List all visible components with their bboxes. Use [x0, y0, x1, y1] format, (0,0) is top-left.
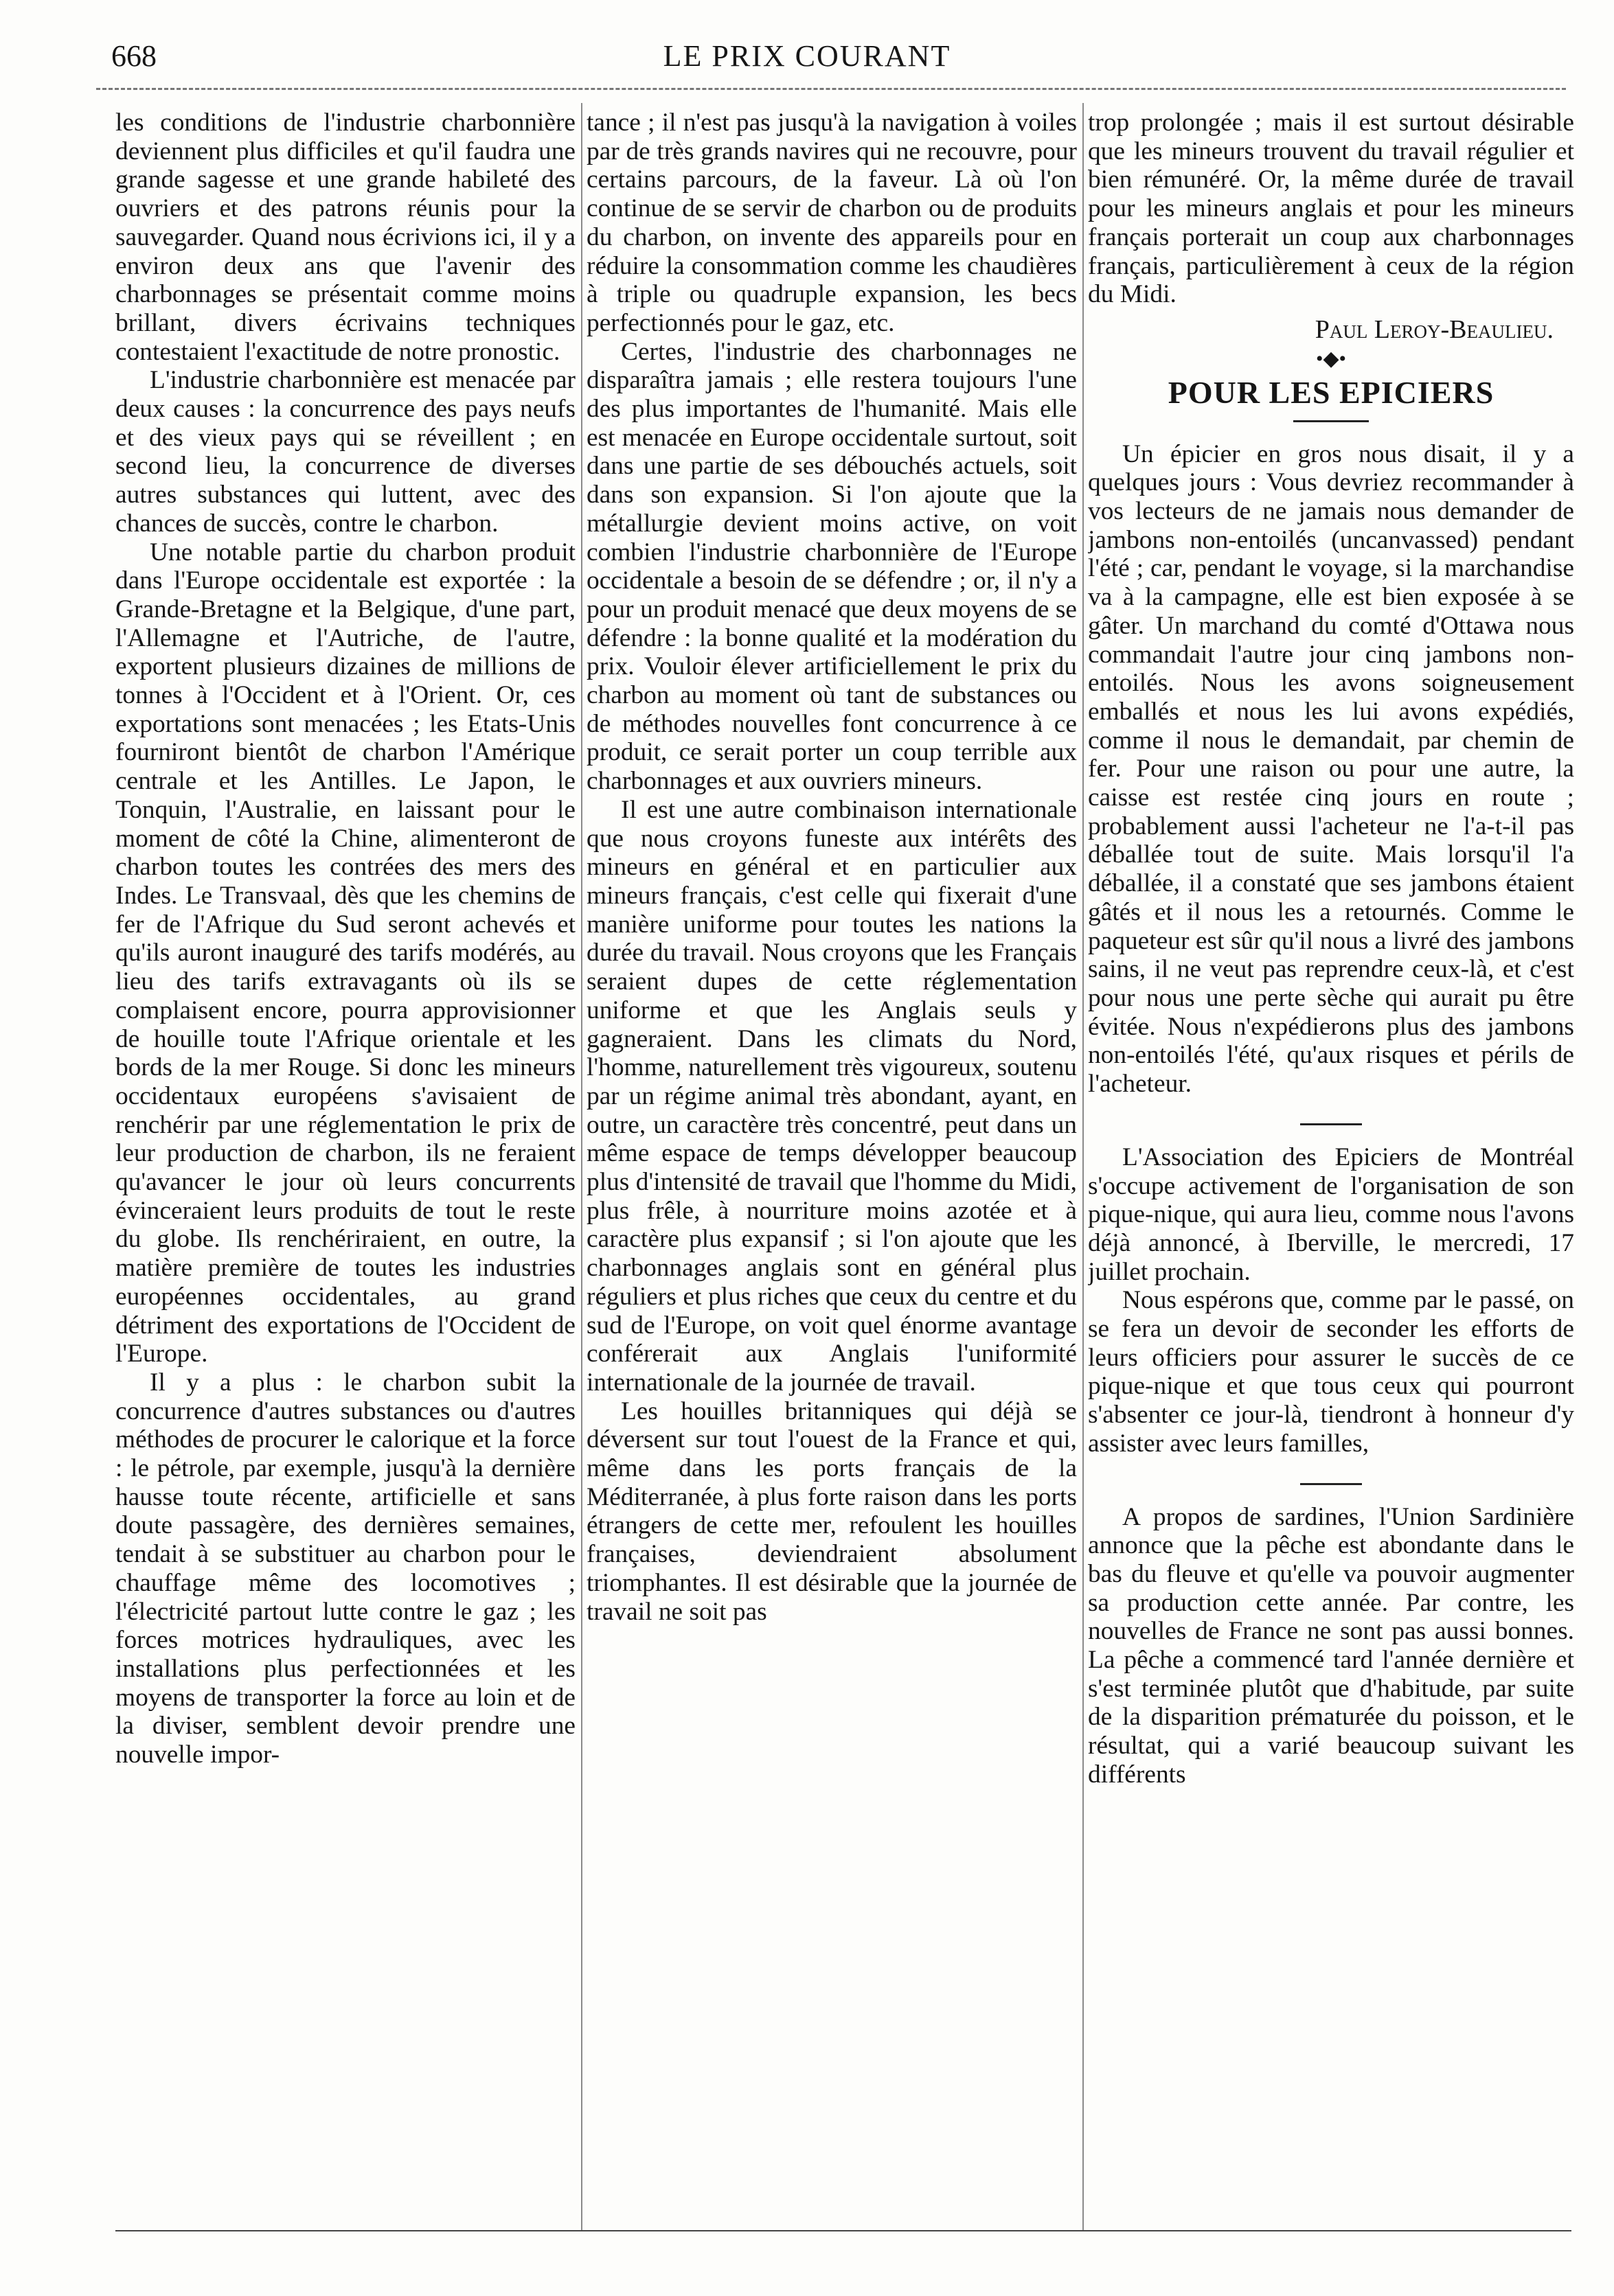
article-paragraph: tance ; il n'est pas jusqu'à la navigation à voiles par de très grands navires qui ne recouvre, pour certains parcours, de la faveur. Là où l'on continue de se servir de charbon ou de produits du charbon, on invente des appareils pour en réduire la consommation comme les chaudières à triple ou quadruple expansion, les becs perfectionnés pour le gaz, etc.	[587, 108, 1077, 337]
ornament-divider: •◆•	[1315, 347, 1347, 370]
column-divider	[1082, 103, 1084, 2231]
article-paragraph: Les houilles britanniques qui déjà se déversent sur tout l'ouest de la France et qui, même dans les ports français de la Méditerranée, à plus forte raison dans les ports étrangers de cette mer, refoulent les houilles françaises, deviendraient absolument triomphantes. Il est désirable que la journée de travail ne soit pas	[587, 1397, 1077, 1626]
article-paragraph: Il est une autre combinaison internationale que nous croyons funeste aux intérêts des mineurs en général et en particulier aux mineurs français, c'est celle qui fixerait d'une manière uniforme pour toutes les nations la durée du travail. Nous croyons que les Français seraient dupes de cette réglementation uniforme et que les Anglais seuls y gagneraient. Dans les climats du Nord, l'homme, naturellement très vigoureux, soutenu par un régime animal très abondant, ayant, en outre, un caractère très concentré, peut dans un même espace de temps développer beaucoup plus d'intensité de travail que l'homme du Midi, plus frêle, à nourriture moins azotée et à caractère plus expansif ; si l'on ajoute que les charbonnages anglais sont en général plus réguliers et plus riches que ceux du centre et du sud de l'Europe, on voit quel énorme avantage conférerait aux Anglais l'uniformité internationale de la journée de travail.	[587, 795, 1077, 1397]
header-rule	[96, 88, 1566, 90]
column-divider	[581, 103, 582, 2231]
section-separator	[1300, 1123, 1362, 1125]
author-signature: Paul Leroy-Beaulieu.	[1315, 314, 1554, 344]
article-paragraph: Une notable partie du charbon produit dans l'Europe occidentale est exportée : la Grande-Bretagne et la Belgique, d'une part, l'Allemagne et l'Autriche, de l'autre, exportent plusieurs dizaines de millions de tonnes à l'Occident et à l'Orient. Or, ces exportations sont menacées ; les Etats-Unis fourniront bientôt de charbon l'Amérique centrale et les Antilles. Le Japon, le Tonquin, l'Australie, en laissant pour le moment de côté la Chine, alimenteront de charbon toutes les contrées des mers des Indes. Le Transvaal, dès que les chemins de fer de l'Afrique du Sud seront achevés et qu'ils auront inauguré des tarifs modérés, au lieu des tarifs extravagants où ils se complaisent encore, pourra approvisionner de houille toute l'Afrique orientale et les bords de la mer Rouge. Si donc les mineurs occidentaux européens s'avisaient de renchérir par une réglementation le prix de leur production de charbon, ils ne feraient qu'avancer le jour où leurs concurrents évinceraient leurs produits de tout le reste du globe. Ils renchériraient, en outre, la matière première de toutes les industries européennes occidentales, au grand détriment des exportations de l'Occident de l'Europe.	[115, 538, 576, 1368]
article-paragraph: les conditions de l'industrie charbonnière deviennent plus difficiles et qu'il faudra une grande sagesse et une grande habileté des ouvriers et des patrons réunis pour la sauvegarder. Quand nous écrivions ici, il y a environ deux ans que l'avenir des charbonnages se présentait comme moins brillant, divers écrivains techniques contestaient l'exactitude de notre pronostic.	[115, 108, 576, 366]
article-paragraph: Nous espérons que, comme par le passé, on se fera un devoir de seconder les efforts de leurs officiers pour assurer le succès de ce pique-nique et que tous ceux qui pourront s'absenter ce jour-là, tiendront à honneur d'y assister avec leurs familles,	[1088, 1286, 1574, 1458]
journal-title: LE PRIX COURANT	[663, 39, 951, 73]
page-number: 668	[111, 39, 157, 73]
column-1	[115, 108, 576, 2230]
column-3	[1088, 108, 1574, 2230]
article-paragraph: L'Association des Epiciers de Montréal s'occupe activement de l'organisation de son pique-nique, qui aura lieu, comme nous l'avons déjà annoncé, à Iberville, le mercredi, 17 juillet prochain.	[1088, 1143, 1574, 1286]
article-paragraph: Certes, l'industrie des charbonnages ne disparaîtra jamais ; elle restera toujours l'une des plus importantes de l'humanité. Mais elle est menacée en Europe occidentale surtout, soit dans une partie de ses débouchés actuels, soit dans son expansion. Si l'on ajoute que la métallurgie devient moins active, on voit combien l'industrie charbonnière de l'Europe occidentale a besoin de se défendre ; or, il n'y a pour un produit menacé que deux moyens de se défendre : la bonne qualité et la modération du prix. Vouloir élever artificiellement le prix du charbon au moment où tant de substances ou de méthodes nouvelles font concurrence à ce produit, ce serait porter un coup terrible aux charbonnages et aux ouvriers mineurs.	[587, 337, 1077, 796]
section-heading: POUR LES EPICIERS	[1168, 374, 1494, 410]
article-paragraph: Un épicier en gros nous disait, il y a quelques jours : Vous devriez recommander à vos lecteurs de ne jamais nous demander de jambons non-entoilés (uncanvassed) pendant l'été ; car, pendant le voyage, si la marchandise va à la campagne, elle est bien exposée à se gâter. Un marchand du comté d'Ottawa nous commandait l'autre jour cinq jambons non-entoilés. Nous les avons soigneusement emballés et nous les lui avons expédiés, comme il nous le demandait, par chemin de fer. Pour une raison ou pour une autre, la caisse est restée cinq jours en route ; probablement aussi l'acheteur ne l'a-t-il pas déballée tout de suite. Mais lorsqu'il l'a déballée, il a constaté que ses jambons étaient gâtés et il nous les a retournés. Comme le paqueteur est sûr qu'il nous a livré des jambons sains, il ne veut pas reprendre ceux-là, et c'est pour nous une perte sèche qui aurait pu être évitée. Nous n'expédierons plus des jambons non-entoilés l'été, qu'aux risques et périls de l'acheteur.	[1088, 439, 1574, 1099]
column-2	[587, 108, 1077, 2230]
section-separator	[1300, 1483, 1362, 1485]
article-paragraph: trop prolongée ; mais il est surtout désirable que les mineurs trouvent du travail régulier et bien rémunéré. Or, la même durée de travail pour les mineurs anglais et pour les mineurs français porterait un coup aux charbonnages français, particulièrement à ceux de la région du Midi.	[1088, 108, 1574, 309]
heading-underline	[1293, 420, 1369, 422]
article-paragraph: A propos de sardines, l'Union Sardinière annonce que la pêche est abondante dans le bas du fleuve et qu'elle va pouvoir augmenter sa production cette année. Par contre, les nouvelles de France ne sont pas aussi bonnes. La pêche a commencé tard l'année dernière et s'est terminée plutôt que d'habitude, par suite de la disparition prématurée du poisson, et le résultat, qui a varié beaucoup suivant les différents	[1088, 1502, 1574, 1789]
article-paragraph: Il y a plus : le charbon subit la concurrence d'autres substances ou d'autres méthodes de procurer le calorique et la force : le pétrole, par exemple, jusqu'à la dernière hausse toute récente, artificielle et sans doute passagère, des dernières semaines, tendait à se substituer au charbon pour le chauffage même des locomotives ; l'électricité partout lutte contre le gaz ; les forces motrices hydrauliques, avec les installations plus perfectionnées et les moyens de transporter la force au loin et de la diviser, semblent devoir prendre une nouvelle impor-	[115, 1368, 576, 1769]
article-paragraph: L'industrie charbonnière est menacée par deux causes : la concurrence des pays neufs et des vieux pays qui se réveillent ; en second lieu, la concurrence de diverses autres substances qui luttent, avec des chances de succès, contre le charbon.	[115, 366, 576, 538]
bottom-rule	[115, 2230, 1571, 2231]
